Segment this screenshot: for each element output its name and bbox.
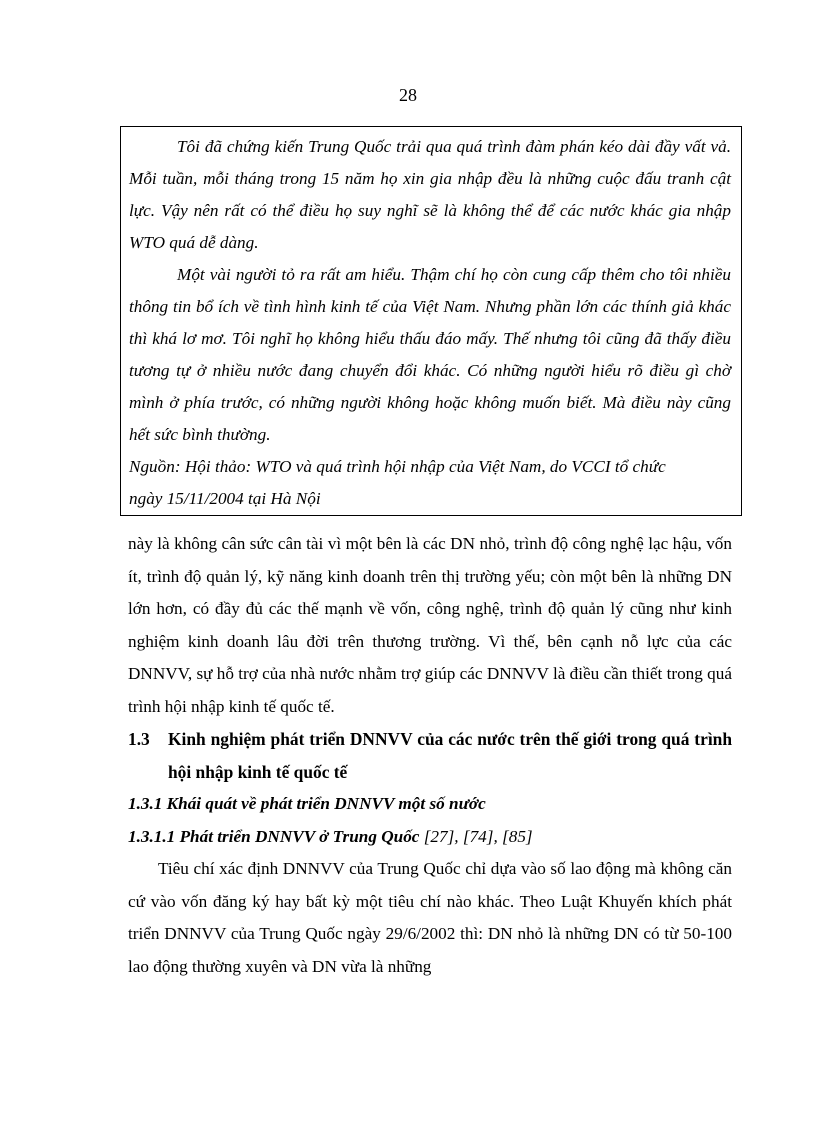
subsection-heading-1-3-1: 1.3.1 Khái quát về phát triển DNNVV một số nước — [128, 794, 486, 813]
body-text — [128, 528, 732, 983]
body-paragraph-2: Tiêu chí xác định DNNVV của Trung Quốc chỉ dựa vào số lao động mà không căn cứ vào vốn đăng ký hay bất kỳ một tiêu chí nào khác. Theo Luật Khuyến khích phát triển DNNVV của Trung Quốc ngày 29/6/2002 thì: DN nhỏ là những DN có từ 50-100 lao động thường xuyên và DN vừa là những — [128, 859, 732, 976]
body-paragraph-1: này là không cân sức cân tài vì một bên là các DN nhỏ, trình độ công nghệ lạc hậu, vốn ít, trình độ quản lý, kỹ năng kinh doanh trên thị trường yếu; còn một bên là những DN lớn hơn, có đầy đủ các thế mạnh về vốn, công nghệ, trình độ quản lý cũng như kinh nghiệm kinh doanh lâu đời trên thương trường. Vì thế, bên cạnh nỗ lực của các DNNVV, sự hỗ trợ của nhà nước nhằm trợ giúp các DNNVV là điều cần thiết trong quá trình hội nhập kinh tế quốc tế. — [128, 534, 732, 716]
section-heading-1-3 — [128, 723, 732, 788]
section-number: 1.3 — [128, 729, 150, 749]
quote-box — [120, 126, 742, 516]
subsection-heading-1-3-1-1 — [128, 821, 732, 854]
quote-paragraph-2: Một vài người tỏ ra rất am hiểu. Thậm chí họ còn cung cấp thêm cho tôi nhiều thông tin bổ ích về tình hình kinh tế của Việt Nam. Nhưng phần lớn các thính giả khác thì khá lơ mơ. Tôi nghĩ họ không hiểu thấu đáo mấy. Thế nhưng tôi cũng đã thấy điều tương tự ở nhiều nước đang chuyển đổi khác. Có những người hiểu rõ điều gì chờ mình ở phía trước, có những người không hoặc không muốn biết. Mà điều này cũng hết sức bình thường. — [129, 265, 731, 444]
section-title: Kinh nghiệm phát triển DNNVV của các nước trên thế giới trong quá trình hội nhập kinh tế quốc tế — [168, 729, 732, 782]
quote-paragraph-1: Tôi đã chứng kiến Trung Quốc trải qua quá trình đàm phán kéo dài đầy vất vả. Mỗi tuần, mỗi tháng trong 15 năm họ xin gia nhập đều là những cuộc đấu tranh cật lực. Vậy nên rất có thể điều họ suy nghĩ sẽ là không thể để các nước khác gia nhập WTO quá dễ dàng. — [129, 137, 731, 252]
quote-source-line-2: ngày 15/11/2004 tại Hà Nội — [129, 489, 321, 508]
reference-citations: [27], [74], [85] — [419, 826, 533, 846]
subsection-title: 1.3.1.1 Phát triển DNNVV ở Trung Quốc — [128, 826, 420, 846]
page-number: 28 — [399, 85, 417, 105]
quote-source-line-1: Nguồn: Hội thảo: WTO và quá trình hội nhập của Việt Nam, do VCCI tổ chức — [129, 457, 666, 476]
